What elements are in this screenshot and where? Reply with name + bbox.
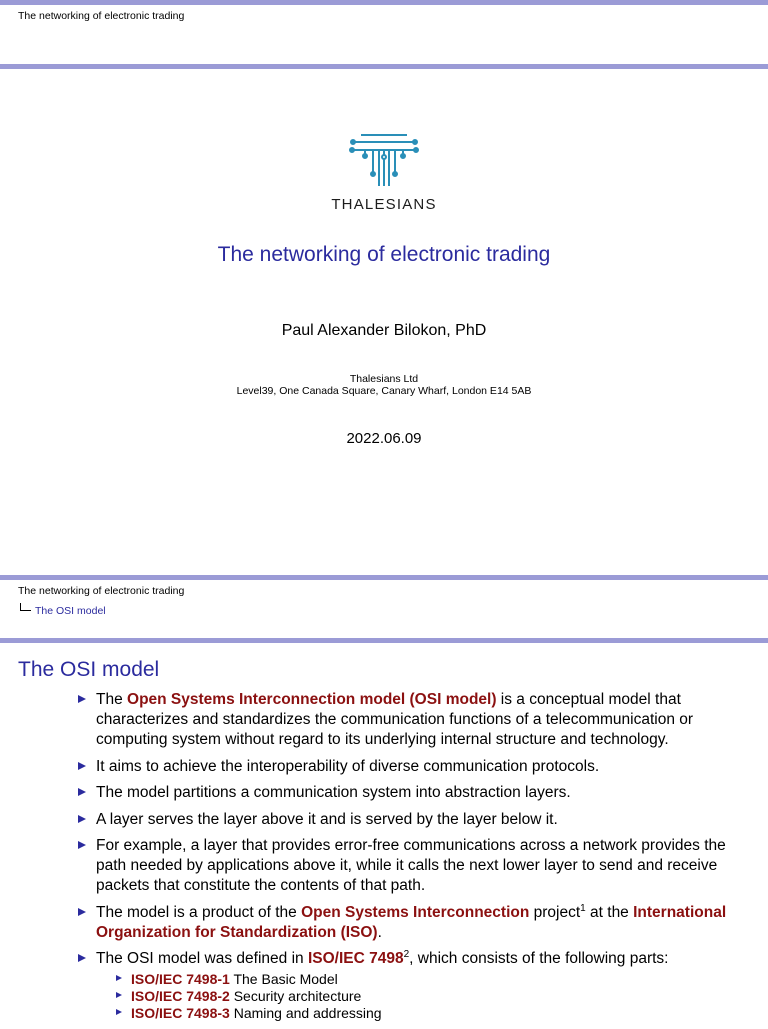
- bullet-triangle-icon: [78, 788, 86, 796]
- address: Level39, One Canada Square, Canary Wharf, London E14 5AB: [236, 385, 532, 397]
- bullet-triangle-icon: [78, 908, 86, 916]
- slide2-header-bar-top: [0, 575, 768, 580]
- presentation-title: The networking of electronic trading: [217, 243, 551, 266]
- bullet-triangle-icon: [78, 841, 86, 849]
- organization: Thalesians Ltd: [349, 373, 419, 385]
- footnote-2: 2: [403, 948, 410, 960]
- sub-list-item: ISO/IEC 7498-2 Security architecture: [96, 988, 738, 1005]
- list-item: A layer serves the layer above it and is served by the layer below it.: [78, 810, 738, 830]
- frame-title: The OSI model: [18, 658, 160, 681]
- list-item: The model partitions a communication system into abstraction layers.: [78, 783, 738, 803]
- sub-bullet-triangle-icon: [116, 992, 122, 998]
- bullet-triangle-icon: [78, 815, 86, 823]
- header-bar-bottom: [0, 64, 768, 69]
- list-item: For example, a layer that provides error-free communications across a network provides the path needed by applications above it, while it calls the next lower layer to send and receive packets that constitute the contents of that path.: [78, 836, 738, 896]
- sub-list-item: ISO/IEC 7498-3 Naming and addressing: [96, 1005, 738, 1022]
- slide2-header-bar-bottom: [0, 638, 768, 643]
- bullet-triangle-icon: [78, 695, 86, 703]
- breadcrumb-section: The OSI model: [35, 605, 106, 617]
- breadcrumb: [18, 603, 106, 617]
- sub-bullet-triangle-icon: [116, 975, 122, 981]
- bullet-list: [78, 690, 738, 1029]
- slide2-header-title: The networking of electronic trading: [18, 585, 185, 597]
- list-item: The model is a product of the Open Systems Interconnection project$^1$ at the International Organization for Standardization (ISO).: [78, 903, 738, 943]
- list-item: The OSI model was defined in ISO/IEC 7498$^2$, which consists of the following parts: ISO/IEC 7498-1 The Basic Model ISO/IEC 7498-2 Security architecture ISO/IEC 7498-3 Naming and addressing: [78, 949, 738, 1022]
- header-bar-top: [0, 0, 768, 5]
- breadcrumb-corner-icon: [20, 603, 31, 611]
- bullet-triangle-icon: [78, 762, 86, 770]
- list-item: It aims to achieve the interoperability of diverse communication protocols.: [78, 757, 738, 777]
- author: Paul Alexander Bilokon, PhD: [281, 322, 487, 339]
- thalesians-logo-icon: [349, 130, 419, 195]
- date: 2022.06.09: [346, 430, 422, 447]
- sub-list: [96, 971, 738, 1022]
- footnote-1: 1: [580, 902, 586, 914]
- sub-list-item: ISO/IEC 7498-1 The Basic Model: [96, 971, 738, 988]
- list-item: The Open Systems Interconnection model (OSI model) is a conceptual model that characterizes and standardizes the communication functions of a telecommunication or computing system without regard to its underlying internal structure and technology.: [78, 690, 738, 750]
- bullet-triangle-icon: [78, 954, 86, 962]
- sub-bullet-triangle-icon: [116, 1009, 122, 1015]
- slide1-header-title: The networking of electronic trading: [18, 10, 185, 22]
- brand-name: THALESIANS: [331, 196, 437, 213]
